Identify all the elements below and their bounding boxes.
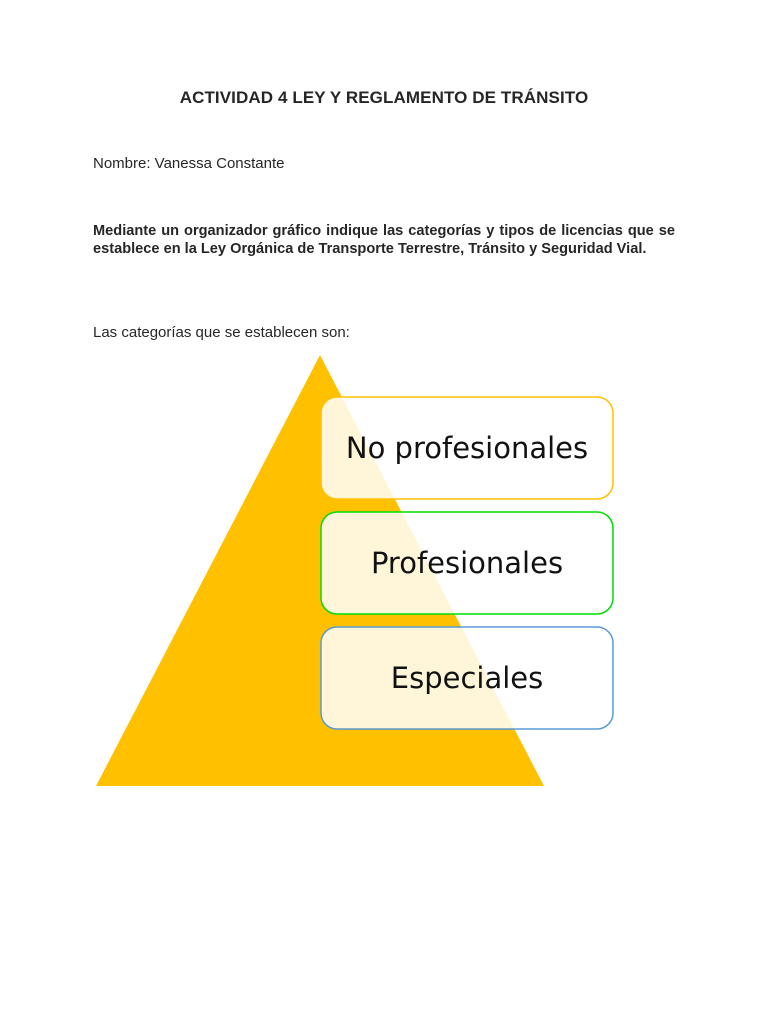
activity-instruction: Mediante un organizador gráfico indique las categorías y tipos de licencias que se establece en la Ley Orgánica de Transporte Terrestre, Tránsito y Seguridad Vial. [93,223,675,257]
category-box-profesionales [321,512,613,614]
category-label-no-profesionales: No profesionales [345,431,589,465]
category-label-profesionales: Profesionales [370,546,564,580]
category-label-especiales: Especiales [390,661,544,695]
category-box-no-profesionales [321,397,613,499]
category-box-especiales [321,627,613,729]
document-title: ACTIVIDAD 4 LEY Y REGLAMENTO DE TRÁNSITO [179,88,589,107]
student-name: Nombre: Vanessa Constante [93,155,285,172]
categories-intro: Las categorías que se establecen son: [93,324,350,341]
